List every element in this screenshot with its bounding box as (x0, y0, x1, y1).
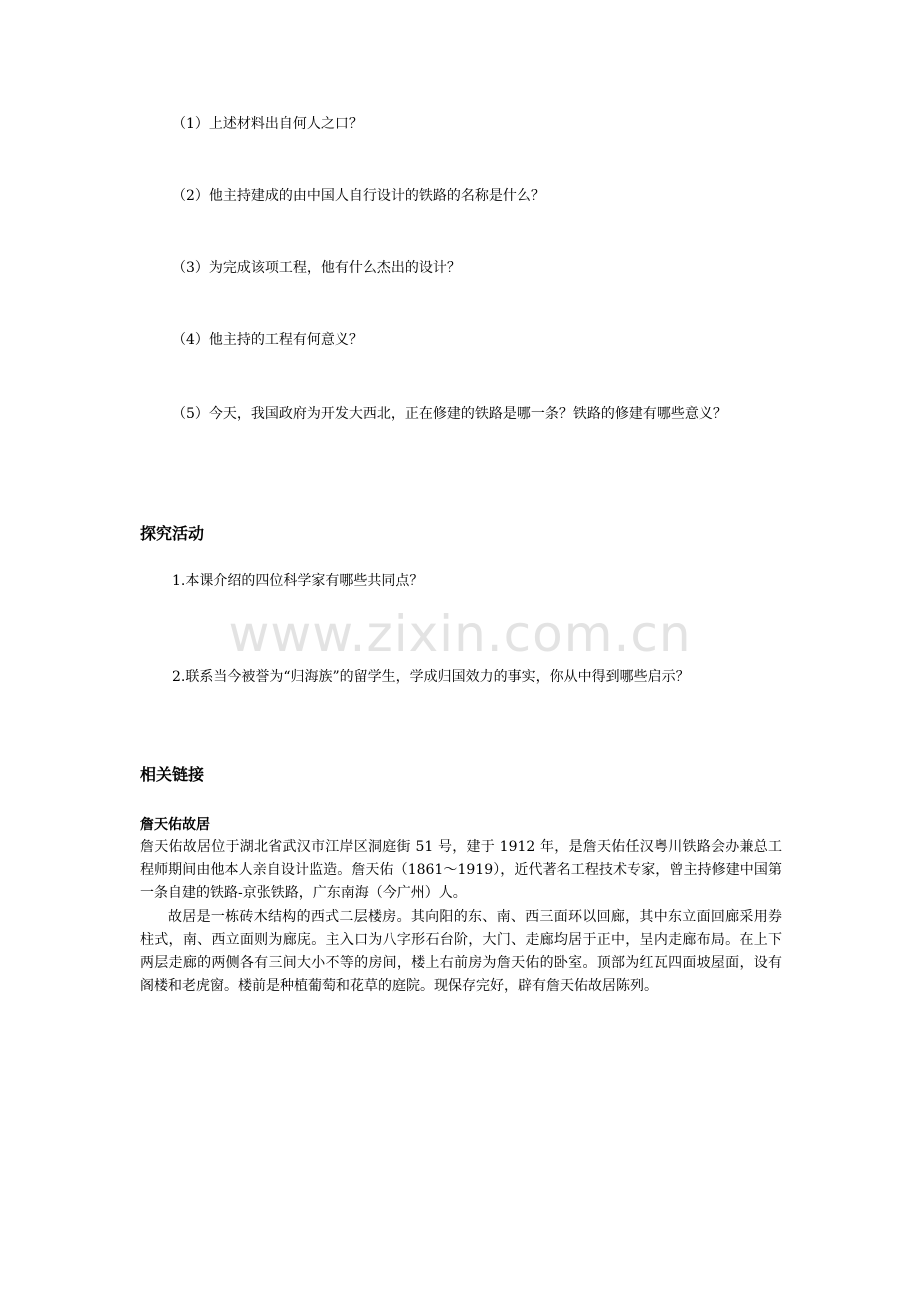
links-subheading: 詹天佑故居 (140, 817, 210, 833)
question-4: （4）他主持的工程有何意义？ (172, 332, 363, 348)
links-heading: 相关链接 (140, 765, 205, 784)
watermark-text: www.zixin.com.cn (228, 605, 692, 663)
inquiry-item-1: 1.本课介绍的四位科学家有哪些共同点？ (172, 573, 424, 589)
question-1: （1）上述材料出自何人之口？ (172, 116, 363, 132)
links-paragraph-1: 詹天佑故居位于湖北省武汉市江岸区洞庭街 51 号，建于 1912 年，是詹天佑任汉粤川铁路会办兼总工程师期间由他本人亲自设计监造。詹天佑（1861～1919），近代著名工程技术专家，曾主持修建中国第一条自建的铁路-京张铁路，广东南海（今广州）人。 (140, 839, 782, 901)
question-3: （3）为完成该项工程，他有什么杰出的设计？ (172, 260, 461, 276)
links-paragraph-2: 故居是一栋砖木结构的西式二层楼房。其向阳的东、南、西三面环以回廊，其中东立面回廊采用券柱式，南、西立面则为廊庑。主入口为八字形石台阶，大门、走廊均居于正中，呈内走廊布局。在上下两层走廊的两侧各有三间大小不等的房间，楼上右前房为詹天佑的卧室。顶部为红瓦四面坡屋面，设有阁楼和老虎窗。楼前是种植葡萄和花草的庭院。现保存完好，辟有詹天佑故居陈列。 (140, 909, 782, 994)
inquiry-heading: 探究活动 (140, 524, 205, 543)
inquiry-item-2: 2.联系当今被誉为“归海族”的留学生，学成归国效力的事实，你从中得到哪些启示？ (172, 669, 690, 685)
question-5: （5）今天，我国政府为开发大西北，正在修建的铁路是哪一条？铁路的修建有哪些意义？ (172, 406, 727, 422)
question-2: （2）他主持建成的由中国人自行设计的铁路的名称是什么？ (172, 188, 545, 204)
